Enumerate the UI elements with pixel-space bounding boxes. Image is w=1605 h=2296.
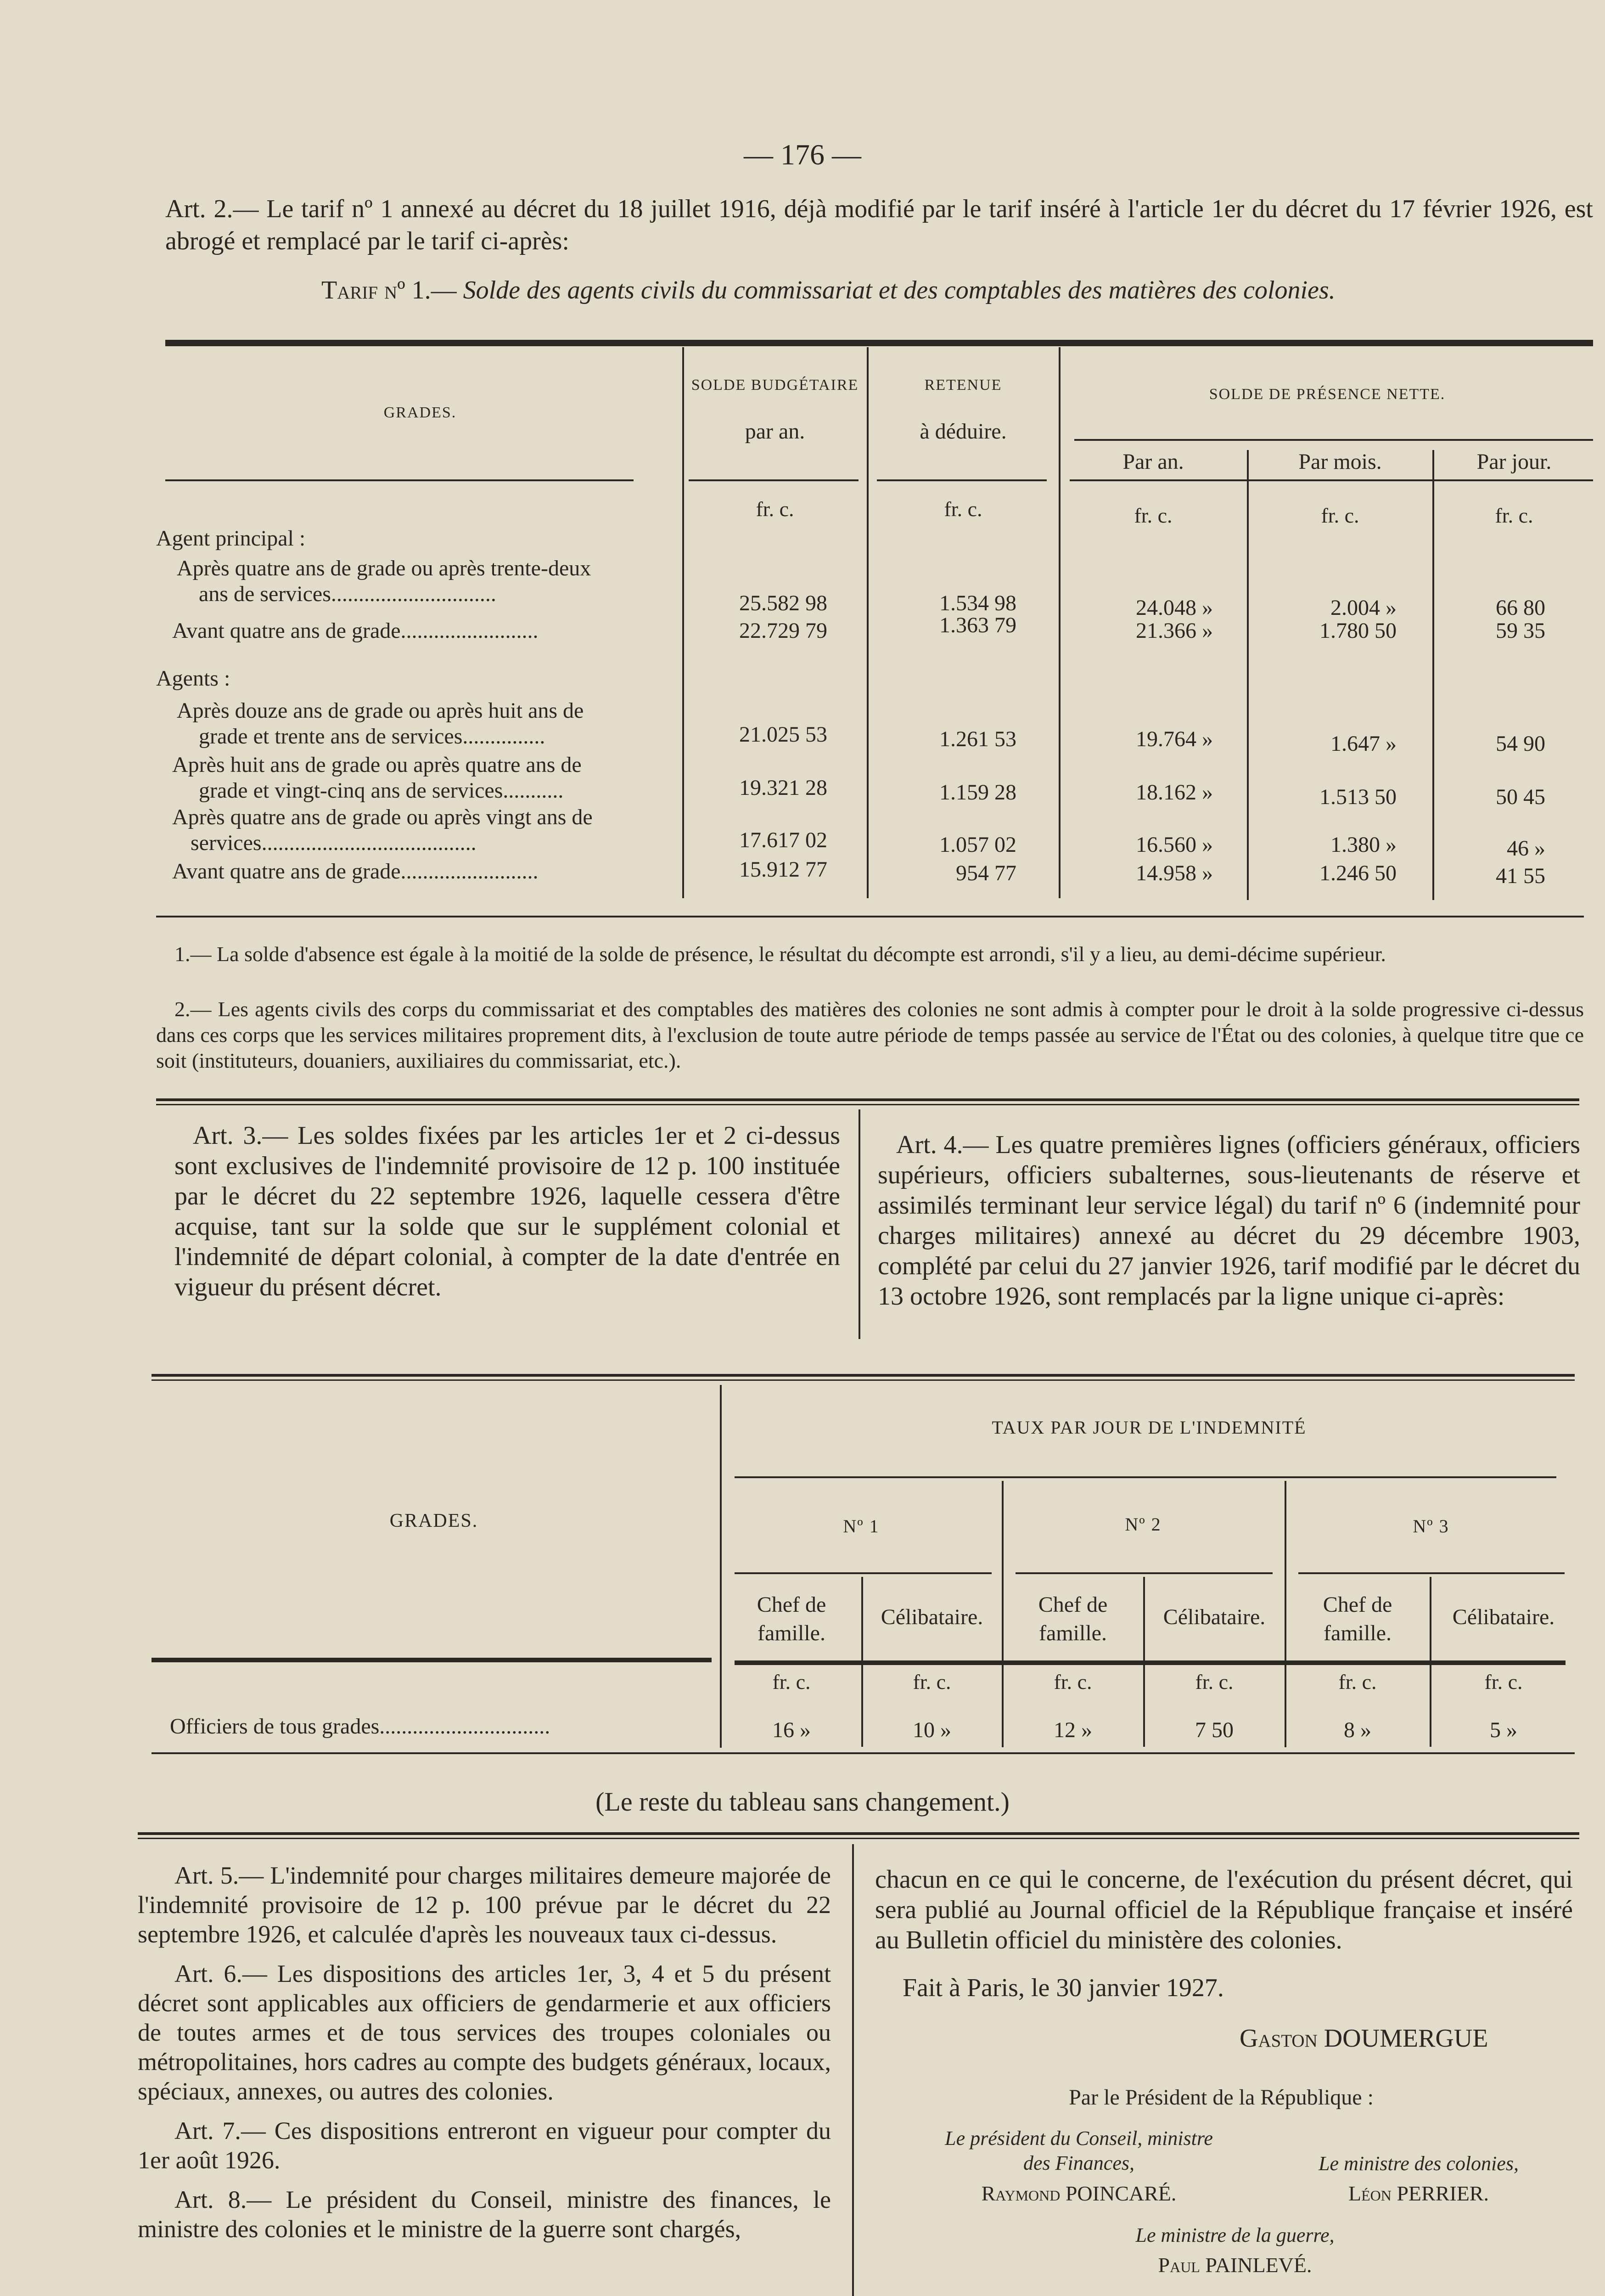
table1-top-rule	[165, 340, 1593, 346]
fait-a-paris: Fait à Paris, le 30 janvier 1927.	[903, 1974, 1224, 2002]
table1-row4-an: 18.162 »	[1136, 780, 1213, 805]
table1-header-solde-sub: par an.	[745, 419, 805, 444]
table1-row1-solde: 25.582 98	[739, 591, 827, 615]
article-5: Art. 5.— L'indemnité pour charges militaires demeure majorée de l'indemnité provisoire de 12 p. 100 prévue par le décret du 22 septembre 1926, et calculée d'après les nouveaux taux ci-dessus.	[138, 1862, 831, 1948]
table1-row5-solde: 17.617 02	[739, 828, 827, 852]
table2-taux-rule	[735, 1476, 1556, 1478]
table1-row6-label: Avant quatre ans de grade.........................	[172, 859, 539, 884]
signature-ministre-guerre-title: Le ministre de la guerre,	[1135, 2224, 1335, 2246]
article-3: Art. 3.— Les soldes fixées par les articles 1er et 2 ci-dessus sont exclusives de l'indemnité provisoire de 12 p. 100 instituée par le décret du 22 septembre 1926, laquelle cessera d'être acquise, tant sur la solde que sur le supplément colonial et l'indemnité de départ colonial, à compter de la date d'entrée en vigueur du présent décret.	[174, 1121, 840, 1301]
table2-header-rule-values	[735, 1660, 1566, 1665]
table1-row4-label	[172, 752, 677, 804]
table2-n3-rule	[1298, 1572, 1565, 1574]
table2-n3-chef: Chef de famille.	[1323, 1593, 1392, 1645]
table1-row4-mois: 1.513 50	[1319, 785, 1397, 809]
table1-header-rule-retenue	[877, 479, 1047, 481]
signature-ministre-finances-title	[891, 2126, 1267, 2176]
table1-unit-retenue: fr. c.	[944, 497, 982, 521]
table2-header-taux: TAUX PAR JOUR DE L'INDEMNITÉ	[992, 1417, 1307, 1438]
table2-value-3: 12 »	[1054, 1718, 1092, 1742]
table2-n2-celib: Célibataire.	[1163, 1605, 1266, 1629]
table1-row6-retenue: 954 77	[956, 861, 1016, 885]
article-8: Art. 8.— Le président du Conseil, ministre des finances, le ministre des colonies et le ministre de la guerre sont chargés,	[138, 2186, 831, 2243]
table1-row2-an: 21.366 »	[1136, 619, 1213, 643]
article-7: Art. 7.— Ces dispositions entreront en vigueur pour compter du 1er août 1926.	[138, 2117, 831, 2174]
column-divider-2	[852, 1844, 854, 2296]
table1-row6-solde: 15.912 77	[739, 857, 827, 882]
article-2: Art. 2.— Le tarif nº 1 annexé au décret du 18 juillet 1916, déjà modifié par le tarif inséré à l'article 1er du décret du 17 février 1926, est abrogé et remplacé par le tarif ci-après:	[165, 195, 1593, 255]
table2-n2-chef: Chef de famille.	[1038, 1593, 1108, 1645]
table1-row6-mois: 1.246 50	[1319, 861, 1397, 885]
table1-row1-an: 24.048 »	[1136, 596, 1213, 620]
signature-ministre-guerre-name: Paul PAINLEVÉ.	[1158, 2253, 1312, 2277]
table1-row1-label-line1: Après quatre ans de grade ou après trente-deux	[177, 556, 591, 580]
table2-unit-6: fr. c.	[1484, 1670, 1523, 1694]
table1-row4-label-line1: Après huit ans de grade ou après quatre ans de	[172, 753, 582, 777]
table2-vline-n1	[1002, 1481, 1004, 1747]
signature-ministre-finances-title-2: des Finances,	[1023, 2152, 1134, 2174]
table2-n1-celib: Célibataire.	[881, 1605, 983, 1629]
table1-row2-jour: 59 35	[1496, 619, 1545, 643]
left-column	[138, 1861, 831, 2244]
signature-ministre-finances-title-1: Le président du Conseil, ministre	[945, 2127, 1213, 2150]
table1-vline-2	[867, 347, 869, 898]
table1-row2-retenue: 1.363 79	[939, 613, 1016, 637]
table1-row5-label-line1: Après quatre ans de grade ou après vingt ans de	[172, 805, 593, 829]
table1-unit-jour: fr. c.	[1495, 504, 1533, 527]
table2-header-n3: Nº 3	[1413, 1516, 1449, 1536]
table1-row5-an: 16.560 »	[1136, 833, 1213, 857]
table2-unit-4: fr. c.	[1195, 1670, 1234, 1694]
separator-rule-1	[156, 1098, 1579, 1105]
table1-unit-mois: fr. c.	[1321, 504, 1359, 527]
signature-par-le-president: Par le Président de la République :	[1069, 2085, 1374, 2110]
table1-row3-label	[177, 698, 677, 749]
table2-unit-5: fr. c.	[1338, 1670, 1377, 1694]
table1-group-agent-principal: Agent principal :	[156, 526, 306, 551]
table1-row3-label-line1: Après douze ans de grade ou après huit ans de	[177, 698, 584, 723]
table2-top-rule	[152, 1374, 1575, 1381]
signature-president: Gaston DOUMERGUE	[1240, 2024, 1488, 2053]
table1-row6-an: 14.958 »	[1136, 861, 1213, 885]
table2-header-grades: GRADES.	[389, 1510, 478, 1531]
table2-value-5: 8 »	[1344, 1718, 1371, 1742]
table1-row5-retenue: 1.057 02	[939, 833, 1016, 857]
table2-unit-1: fr. c.	[772, 1670, 811, 1694]
signature-ministre-colonies-name: Léon PERRIER.	[1348, 2182, 1489, 2205]
table1-row6-jour: 41 55	[1496, 864, 1545, 888]
table2-unit-2: fr. c.	[913, 1670, 951, 1694]
table2-n3-celib: Célibataire.	[1452, 1605, 1555, 1629]
table1-vline-4	[1247, 450, 1249, 900]
article-6: Art. 6.— Les dispositions des articles 1er, 3, 4 et 5 du présent décret sont applicables aux officiers de gendarmerie et aux officiers de toutes armes et de tous services des troupes coloniales ou métropolitaines, hors cadres au compte des budgets généraux, locaux, spéciaux, annexes, ou autres des colonies.	[138, 1960, 831, 2105]
table1-header-par-jour: Par jour.	[1476, 450, 1552, 474]
table2-vline-grades	[720, 1385, 722, 1748]
table1-row4-jour: 50 45	[1496, 785, 1545, 809]
table1-row4-retenue: 1.159 28	[939, 780, 1016, 805]
table1-row3-solde: 21.025 53	[739, 722, 827, 747]
page-number: — 176 —	[744, 138, 861, 171]
table2-reste-note: (Le reste du tableau sans changement.)	[595, 1787, 1010, 1817]
table1-row1-label	[177, 556, 677, 607]
table1-row5-label-line2: services.......................................	[191, 831, 477, 855]
table2-value-6: 5 »	[1490, 1718, 1517, 1742]
table1-presence-rule	[1074, 439, 1593, 441]
article-8-continued: chacun en ce qui le concerne, de l'exécution du présent décret, qui sera publié au Journal officiel de la République française et inséré au Bulletin officiel du ministère des colonies.	[875, 1865, 1573, 1954]
table1-row3-an: 19.764 »	[1136, 727, 1213, 751]
table1-header-rule-presence	[1070, 479, 1593, 481]
table1-row1-retenue: 1.534 98	[939, 591, 1016, 615]
table1-row1-mois: 2.004 »	[1330, 596, 1397, 620]
tarif-label: Tarif nº 1.—	[321, 276, 457, 304]
column-divider-1	[859, 1109, 860, 1339]
table2-value-4: 7 50	[1195, 1718, 1234, 1742]
table2-header-n1: Nº 1	[843, 1516, 880, 1536]
table1-row3-mois: 1.647 »	[1330, 732, 1397, 756]
separator-rule-2	[138, 1832, 1579, 1839]
table1-row3-label-line2: grade et trente ans de services...............	[199, 724, 545, 748]
table1-note-1: 1.— La solde d'absence est égale à la moitié de la solde de présence, le résultat du décompte est arrondi, s'il y a lieu, au demi-décime supérieur.	[174, 942, 1386, 966]
table2-unit-3: fr. c.	[1054, 1670, 1092, 1694]
table1-note-2: 2.— Les agents civils des corps du commissariat et des comptables des matières des colonies ne sont admis à compter pour le droit à la solde progressive ci-dessus dans ces corps que les services militaires proprement dits, à l'exclusion de toute autre période de temps passée au service de l'État ou des colonies, à quelque titre que ce soit (instituteurs, douaniers, auxiliaires du commissariat, etc.).	[156, 997, 1584, 1072]
table1-header-presence: SOLDE DE PRÉSENCE NETTE.	[1209, 386, 1446, 403]
table1-row1-label-line2: ans de services..............................	[199, 582, 496, 606]
table1-vline-1	[682, 347, 684, 898]
article-4: Art. 4.— Les quatre premières lignes (officiers généraux, officiers supérieurs, officiers subalternes, sous-lieutenants de réserve et assimilés terminant leur service légal) du tarif nº 6 (indemnité pour charges militaires) annexé au décret du 29 décembre 1903, complété par celui du 27 janvier 1926, tarif modifié par le décret du 13 octobre 1926, sont remplacés par la ligne unique ci-après:	[878, 1131, 1580, 1311]
table1-row2-mois: 1.780 50	[1319, 619, 1397, 643]
table1-header-retenue-sub: à déduire.	[920, 419, 1007, 444]
table1-row2-label: Avant quatre ans de grade.........................	[172, 619, 539, 643]
table1-row3-jour: 54 90	[1496, 732, 1545, 756]
table2-vline-n2	[1285, 1481, 1286, 1747]
table1-row5-mois: 1.380 »	[1330, 833, 1397, 857]
signature-ministre-finances-name: Raymond POINCARÉ.	[981, 2182, 1177, 2205]
table2-header-rule-grades	[152, 1658, 712, 1662]
table1-vline-5	[1432, 450, 1434, 900]
table1-row4-solde: 19.321 28	[739, 776, 827, 800]
table2-bottom-rule	[152, 1752, 1575, 1754]
table1-row4-label-line2: grade et vingt-cinq ans de services...........	[199, 778, 564, 803]
table1-header-grades: GRADES.	[383, 404, 457, 421]
table1-row5-jour: 46 »	[1507, 836, 1545, 861]
table2-value-2: 10 »	[913, 1718, 951, 1742]
table2-n1-chef: Chef de famille.	[757, 1593, 826, 1645]
table1-header-retenue: RETENUE	[924, 377, 1002, 394]
table1-header-rule-solde	[689, 479, 859, 481]
table2-value-1: 16 »	[772, 1718, 811, 1742]
tarif-title	[321, 276, 1336, 305]
table1-unit-an: fr. c.	[1134, 504, 1173, 527]
signature-ministre-colonies-title: Le ministre des colonies,	[1319, 2152, 1519, 2175]
table2-n1-rule	[735, 1572, 992, 1574]
table1-header-rule-grades	[165, 479, 634, 481]
table1-header-par-an: Par an.	[1122, 450, 1184, 474]
table2-n2-rule	[1016, 1572, 1273, 1574]
table1-row3-retenue: 1.261 53	[939, 727, 1016, 751]
table2-header-n2: Nº 2	[1125, 1514, 1162, 1535]
table1-row1-jour: 66 80	[1496, 596, 1545, 620]
table2-row-label: Officiers de tous grades...............................	[170, 1714, 550, 1739]
table1-bottom-rule	[156, 916, 1584, 917]
tarif-subtitle: Solde des agents civils du commissariat et des comptables des matières des colonies.	[463, 276, 1336, 304]
table1-header-par-mois: Par mois.	[1298, 450, 1382, 474]
table1-row2-solde: 22.729 79	[739, 619, 827, 643]
table1-vline-3	[1059, 347, 1061, 898]
table1-row5-label	[172, 805, 677, 856]
table1-group-agents: Agents :	[156, 666, 230, 691]
table1-unit-solde: fr. c.	[756, 497, 794, 521]
table1-header-solde: SOLDE BUDGÉTAIRE	[691, 377, 859, 394]
